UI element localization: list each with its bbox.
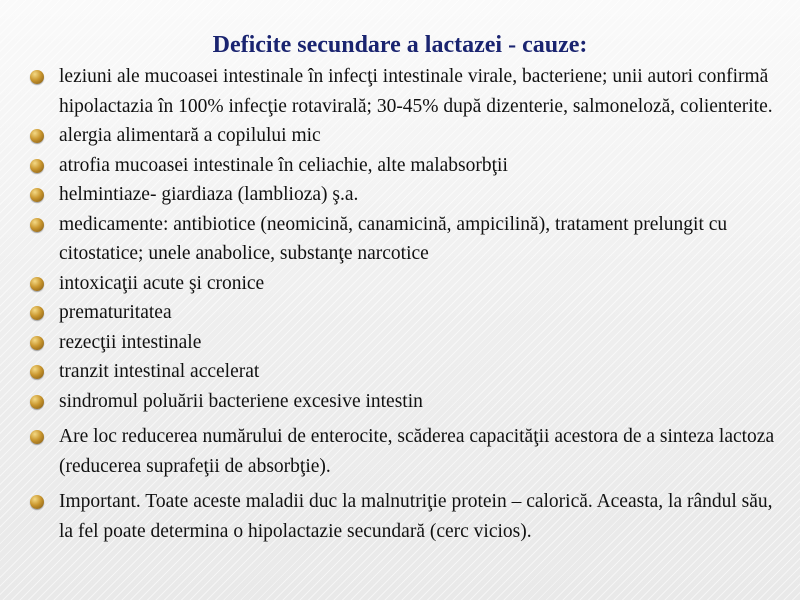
bullet-text: intoxicaţii acute şi cronice: [59, 272, 265, 294]
bullet-text: Important. Toate aceste maladii duc la malnutriţie protein – calorică. Aceasta, la rândul său, la fel poate determina o hipolactazie secundară (cerc vicios).: [59, 491, 773, 542]
bullet-text: medicamente: antibiotice (neomicină, canamicină, ampicilină), tratament prelungit cu citostatice; unele anabolice, substanţe narcotice: [59, 213, 728, 264]
bullet-item: [0, 210, 800, 269]
bullet-text: alergia alimentară a copilului mic: [59, 125, 321, 146]
bullet-item: [0, 387, 800, 417]
bullet-item: [0, 269, 800, 299]
bullet-item: [0, 328, 800, 358]
bullet-item: [0, 298, 800, 328]
gold-sphere-bullet-icon: [30, 188, 44, 202]
slide-title: Deficite secundare a lactazei - cauze:: [212, 32, 588, 58]
gold-sphere-bullet-icon: [30, 129, 44, 143]
gold-sphere-bullet-icon: [30, 218, 44, 232]
bullet-text: sindromul poluării bacteriene excesive intestin: [59, 390, 423, 412]
bullet-item: [0, 180, 800, 210]
bullet-item: [0, 151, 800, 181]
bullet-item: [0, 62, 800, 121]
bullet-list: [0, 62, 800, 546]
gold-sphere-bullet-icon: [30, 336, 44, 350]
gold-sphere-bullet-icon: [30, 430, 44, 444]
bullet-text: helmintiaze- giardiaza (lamblioza) ş.a.: [59, 184, 359, 205]
gold-sphere-bullet-icon: [30, 159, 44, 173]
gold-sphere-bullet-icon: [30, 365, 44, 379]
gold-sphere-bullet-icon: [30, 395, 44, 409]
bullet-text: rezecţii intestinale: [59, 331, 202, 353]
gold-sphere-bullet-icon: [30, 70, 44, 84]
bullet-text: tranzit intestinal accelerat: [59, 361, 260, 382]
bullet-item: [0, 422, 800, 481]
gold-sphere-bullet-icon: [30, 277, 44, 291]
bullet-text: Are loc reducerea numărului de enterocite, scăderea capacităţii acestora de a sinteza lactoza (reducerea suprafeţii de absorbţie).: [59, 426, 775, 477]
bullet-item: [0, 121, 800, 151]
bullet-item: [0, 357, 800, 387]
bullet-text: prematuritatea: [59, 302, 172, 323]
bullet-item: [0, 487, 800, 546]
bullet-text: leziuni ale mucoasei intestinale în infecţi intestinale virale, bacteriene; unii autori confirmă hipolactazia în 100% infecţie rotavirală; 30-45% după dizenterie, salmoneloză, colienterite.: [59, 66, 773, 117]
bullet-text: atrofia mucoasei intestinale în celiachie, alte malabsorbţii: [59, 154, 508, 176]
gold-sphere-bullet-icon: [30, 306, 44, 320]
gold-sphere-bullet-icon: [30, 495, 44, 509]
